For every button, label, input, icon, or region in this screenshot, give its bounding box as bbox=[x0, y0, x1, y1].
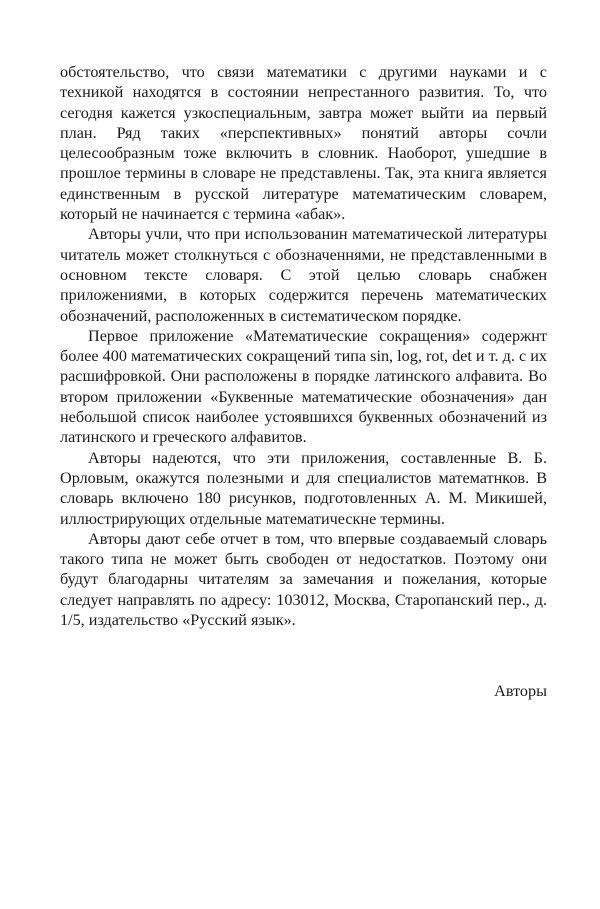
document-body bbox=[60, 62, 547, 630]
signature: Авторы bbox=[494, 682, 547, 700]
paragraph-feedback: Авторы дают себе отчет в том, что впервые создаваемый словарь такого типа не может быть свободен от недостатков. Поэтому они будут благодарны читателям за замечания и пожелания, которые следует направлять по адресу: 103012, Москва, Старопанский пер., д. 1/5, издательство «Русский язык». bbox=[60, 529, 547, 630]
paragraph-continuation: обстоятельство, что связи математики с другими науками и с техникой находятся в состоянии непрестанного развития. То, что сегодня кажется узкоспециальным, завтра может выйти иа первый план. Ряд таких «перспективных» понятий авторы сочли целесообразным тоже включить в словник. Наоборот, ушедшие в прошлое термины в словаре не представлены. Так, эта книга является единственным в русской литературе математическим словарем, который не начинается с термина «абак». bbox=[60, 63, 547, 224]
paragraph-appendices: Первое приложение «Математические сокращения» содержнт более 400 математических сокращений типа sin, log, rot, det и т. д. с их расшифровкой. Они расположены в порядке латинского алфавита. Во втором приложении «Буквенные математические обозначения» дан небольшой список наиболее устоявшихся буквенных обозначений из латинского и греческого алфавитов. bbox=[60, 326, 547, 447]
paragraph-notation: Авторы учли, что при использованин математической литературы читатель может столкнуться с обозначеннями, не представленными в основном тексте словаря. С этой целью словарь снабжен приложениями, в которых содержится перечень математических обозначений, расположенных в систематическом порядке. bbox=[60, 225, 547, 325]
paragraph-contributors: Авторы надеются, что эти приложения, составленные В. Б. Орловым, окажутся полезными и для специалистов математнков. В словарь включено 180 рисунков, подготовленных А. М. Микишей, иллюстрирующих отдельные математическне термины. bbox=[60, 448, 547, 528]
